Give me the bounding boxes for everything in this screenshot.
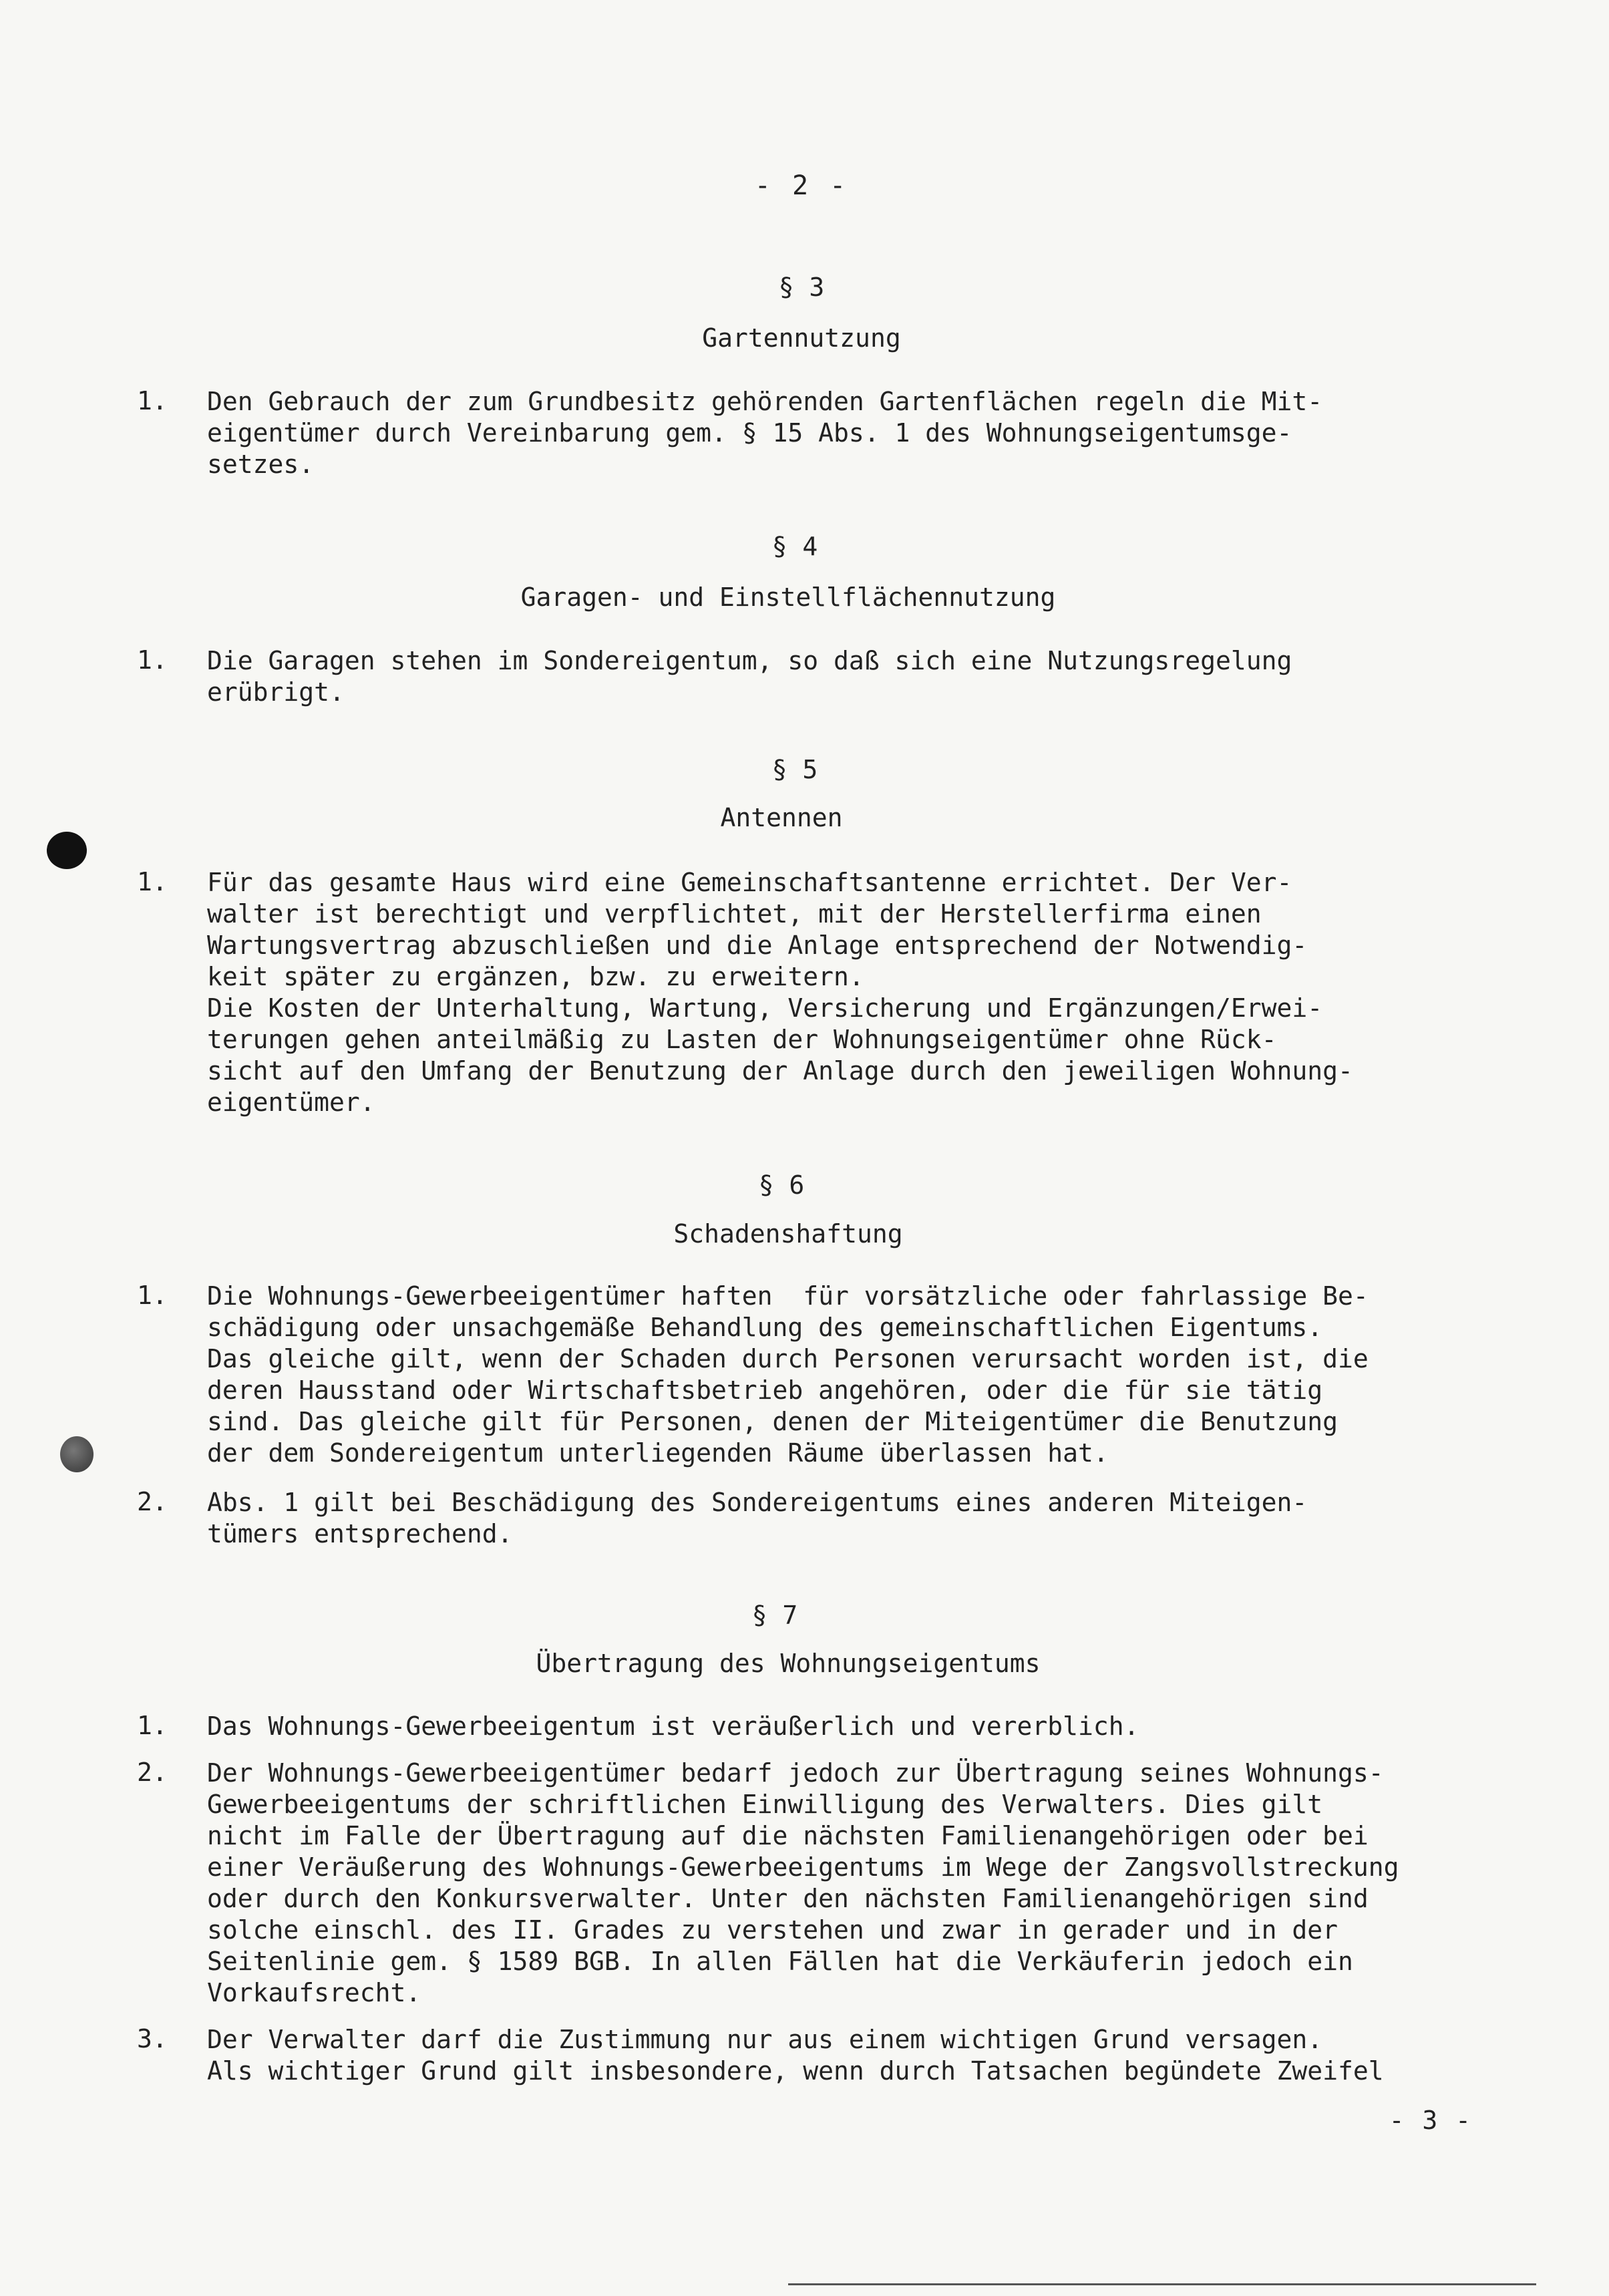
item-number: 2. <box>137 1758 168 1787</box>
punch-hole-mark <box>47 832 87 869</box>
item-number: 1. <box>137 1281 168 1310</box>
item-text: Abs. 1 gilt bei Beschädigung des Sondereigentums eines anderen Miteigen- tümers entsprechend. <box>207 1488 1308 1548</box>
item-number: 2. <box>137 1487 168 1516</box>
item-text: Für das gesamte Haus wird eine Gemeinschaftsantenne errichtet. Der Ver- walter ist berechtigt und verpflichtet, mit der Herstellerfirma einen Wartungsvertrag abzuschließen und die Anlage entsprechend der Notwendig- keit später zu ergänzen, bzw. zu erweitern. Die Kosten der Unterhaltung, Wartung, Versicherung und Ergänzungen/Erwei- terungen gehen anteilmäßig zu Lasten der Wohnungseigentümer ohne Rück- sicht auf den Umfang der Benutzung der Anlage durch den jeweiligen Wohnung- eigentümer. <box>207 868 1353 1117</box>
section-symbol: § 3 <box>778 273 825 302</box>
item-text: Die Wohnungs-Gewerbeeigentümer haften für vorsätzliche oder fahrlassige Be- schädigung oder unsachgemäße Behandlung des gemeinschaftlichen Eigentums. Das gleiche gilt, wenn der Schaden durch Personen verursacht worden ist, die deren Hausstand oder Wirtschaftsbetrieb angehören, oder die für sie tätig sind. Das gleiche gilt für Personen, denen der Miteigentümer die Benutzung der dem Sondereigentum unterliegenden Räume überlassen hat. <box>207 1281 1369 1468</box>
item-text: Der Wohnungs-Gewerbeeigentümer bedarf jedoch zur Übertragung seines Wohnungs- Gewerbeeigentums der schriftlichen Einwilligung des Verwalters. Dies gilt nicht im Falle der Übertragung auf die nächsten Familienangehörigen oder bei einer Veräußerung des Wohnungs-Gewerbeeigentums im Wege der Zangsvollstreckung oder durch den Konkursverwalter. Unter den nächsten Familienangehörigen sind solche einschl. des II. Grades zu verstehen und zwar in gerader und in der Seitenlinie gem. § 1589 BGB. In allen Fällen hat die Verkäuferin jedoch ein Vorkaufsrecht. <box>207 1758 1399 2007</box>
item-number: 3. <box>137 2024 168 2054</box>
item-text: Den Gebrauch der zum Grundbesitz gehörenden Gartenflächen regeln die Mit- eigentümer durch Vereinbarung gem. § 15 Abs. 1 des Wohnungseigentumsge- setzes. <box>207 387 1323 479</box>
item-text: Die Garagen stehen im Sondereigentum, so daß sich eine Nutzungsregelung erübrigt. <box>207 646 1292 707</box>
item-number: 1. <box>137 645 168 675</box>
page-number: - 2 - <box>754 170 849 201</box>
section-symbol: § 6 <box>758 1170 805 1200</box>
section-symbol: § 4 <box>771 532 818 561</box>
section-title: Garagen- und Einstellflächennutzung <box>520 583 1056 612</box>
footer-rule <box>788 2283 1536 2285</box>
section-title: Gartennutzung <box>702 323 901 353</box>
punch-hole-mark <box>60 1436 94 1472</box>
continuation-page-number: - 3 - <box>1389 2106 1472 2135</box>
item-number: 1. <box>137 1711 168 1740</box>
section-symbol: § 7 <box>751 1601 798 1630</box>
item-number: 1. <box>137 386 168 416</box>
section-title: Übertragung des Wohnungseigentums <box>536 1649 1041 1678</box>
section-title: Schadenshaftung <box>673 1219 903 1249</box>
section-title: Antennen <box>720 803 843 832</box>
item-text: Der Verwalter darf die Zustimmung nur aus einem wichtigen Grund versagen. Als wichtiger Grund gilt insbesondere, wenn durch Tatsachen begündete Zweifel <box>207 2025 1384 2086</box>
section-symbol: § 5 <box>771 755 818 784</box>
item-text: Das Wohnungs-Gewerbeeigentum ist veräußerlich und vererblich. <box>207 1711 1139 1741</box>
item-number: 1. <box>137 867 168 896</box>
